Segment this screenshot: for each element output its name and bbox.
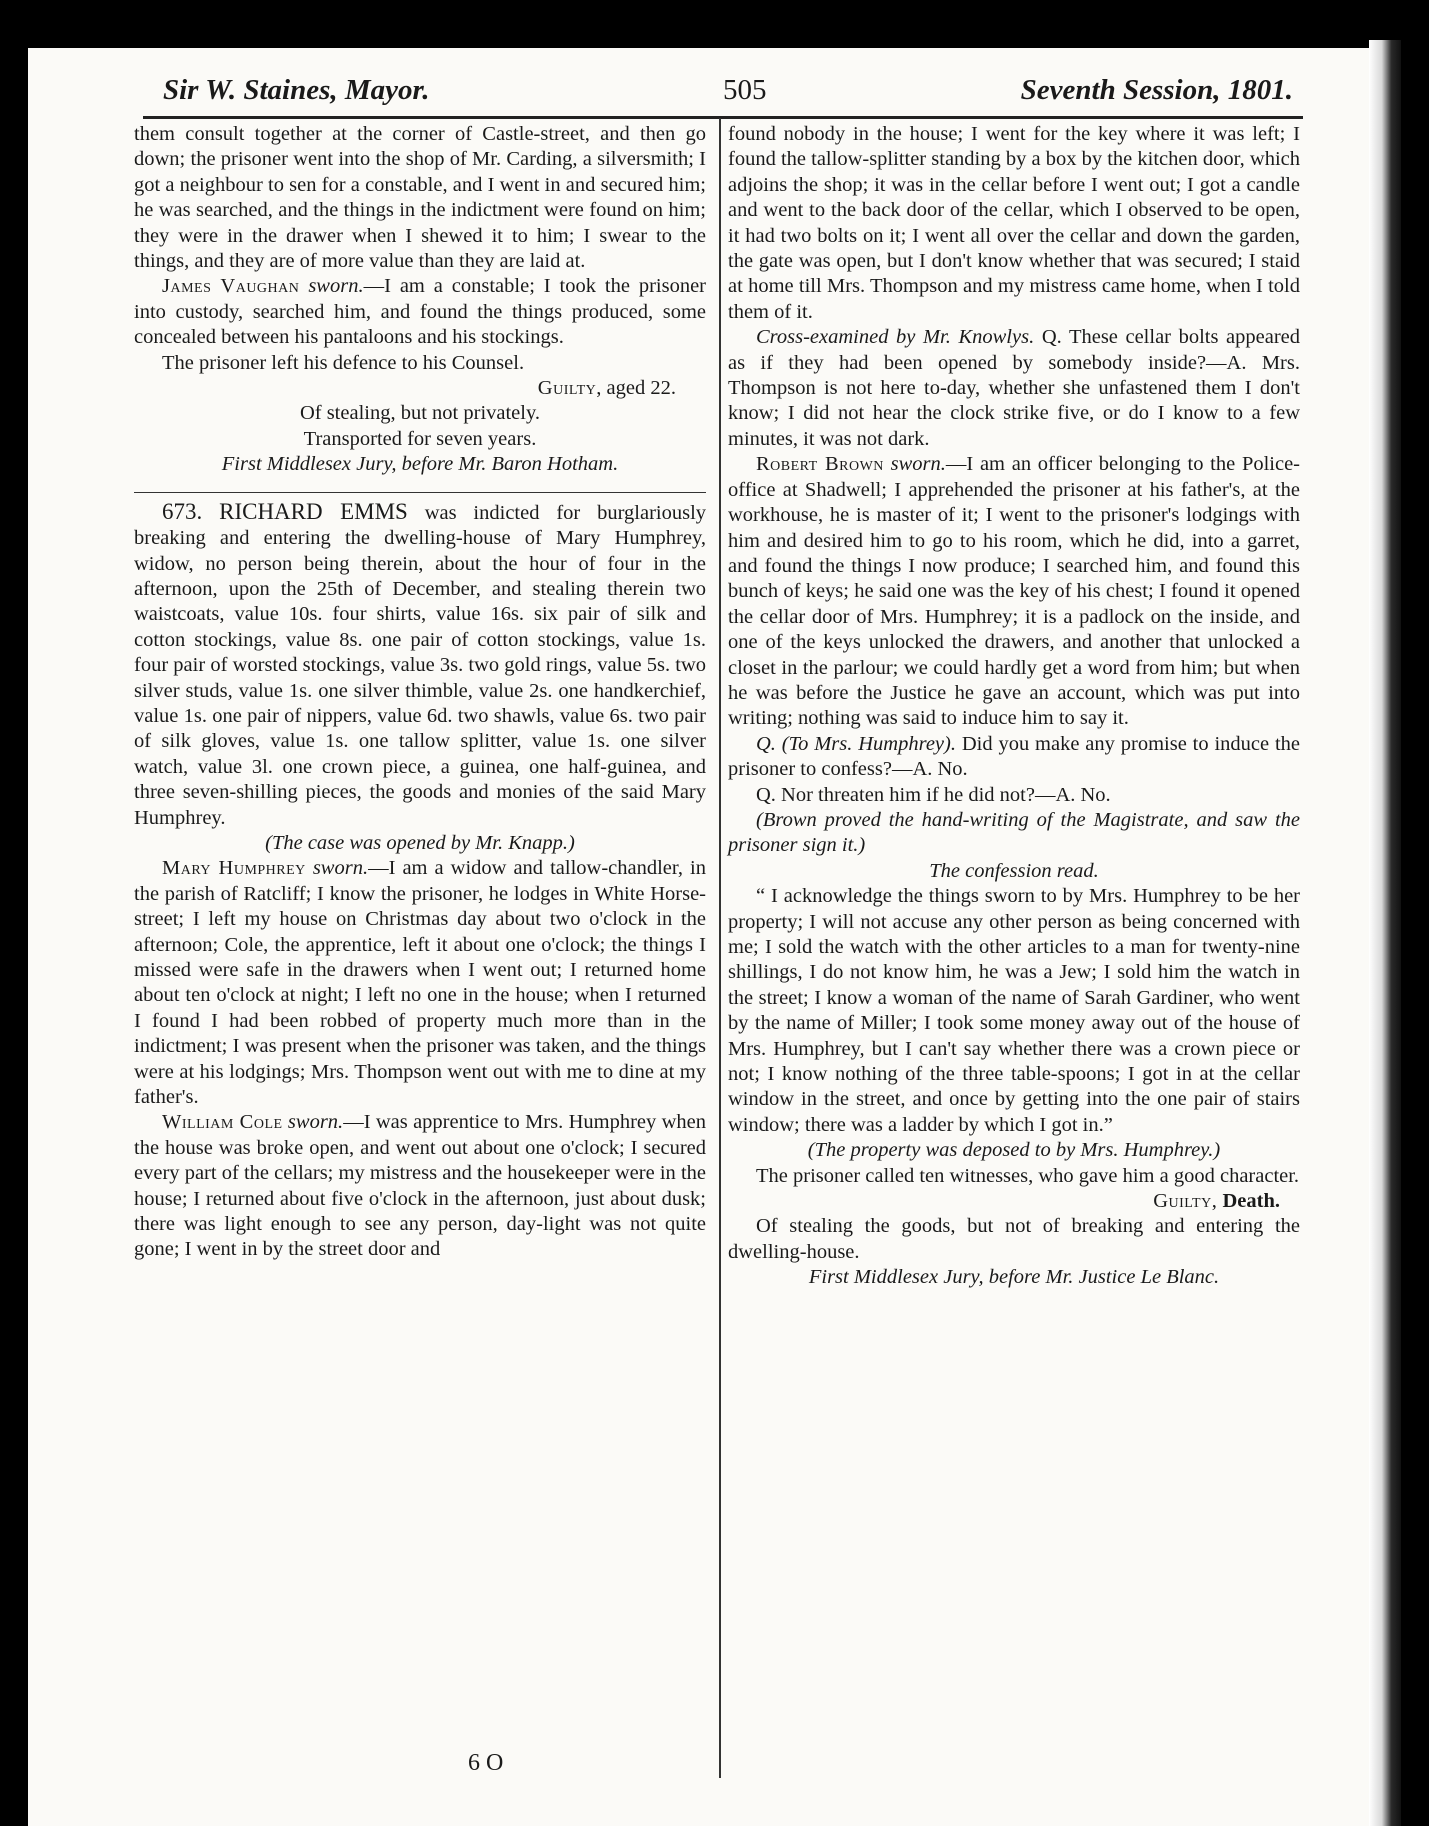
witnesses-note: The prisoner called ten witnesses, who gave him a good character. [756,1164,1300,1187]
defence-note: The prisoner left his defence to his Counsel. [162,351,525,374]
indictment-paragraph [134,499,706,831]
left-column [134,122,706,1263]
witness-name: William Cole [162,1111,283,1134]
verdict-age: , aged 22. [596,377,676,400]
case-number: 673. [162,498,203,524]
header-mayor: Sir W. Staines, Mayor. [163,74,430,106]
document-page [28,48,1372,1826]
verdict-death: Death. [1222,1190,1280,1213]
testimony-text: —I am an officer belonging to the Police-office at Shadwell; I apprehended the prisoner at his father's, at the workhouse, he is master of it; I went to the prisoner's lodgings with him and desired him to go to his room, which he did, into a garret, and found the things I now produce; I searched him, and found this bunch of keys; he said one was the key of his chest; I found it opened the cellar door of Mrs. Humphrey; it is a padlock on the inside, and one of the keys unlocked the drawers, and another that unlocked a closet in the parlour; we could hardly get a word from him; but when he was before the Justice he gave an account, which was put into writing; nothing was said to induce him to say it. [728,453,1301,730]
sworn-label: sworn. [312,857,369,880]
testimony-text: —I am a constable; I took the prisoner into custody, searched him, and found the things produced, some concealed between his pantaloons and his stockings. [134,275,707,349]
property-deposed-note: (The property was deposed to by Mrs. Humphrey.) [807,1139,1221,1162]
cross-label: Cross-examined by Mr. Knowlys. [756,326,1035,349]
witness-name: Robert Brown [756,453,884,476]
signature-mark: 6 O [468,1750,504,1776]
jury-line: First Middlesex Jury, before Mr. Justice Le Blanc. [808,1266,1220,1289]
running-header [143,70,1303,119]
verdict-line [728,1189,1300,1214]
testimony-humphrey [134,856,706,1110]
sentence: Transported for seven years. [303,427,537,450]
column-divider [719,118,721,1778]
sworn-label: sworn. [287,1111,344,1134]
header-session: Seventh Session, 1801. [1020,74,1293,106]
continuation-paragraph: them consult together at the corner of Castle-street, and then go down; the prisoner went into the shop of Mr. Carding, a silversmith; I got a neighbour to sen for a constable, and I went in and secured him; he was searched, and the things in the indictment were found on him; they were in the drawer when I shewed it to him; I swear to the things, and they are of more value than they are laid at. [134,123,706,273]
page-number: 505 [723,74,767,106]
question-text: Did you make any promise to induce the prisoner to confess?—A. No. [728,732,1300,781]
verdict-word: Guilty, [1153,1190,1218,1213]
testimony-text: —I am a widow and tallow-chandler, in the parish of Ratcliff; I know the prisoner, he lodges in White Horse-street; I left my house on Christmas day about two o'clock in the afternoon; Cole, the apprentice, left it about one o'clock; the things I missed were safe in the drawers when I went out; I returned home about ten o'clock at night; I left no one in the house; when I returned I found I had been robbed of property much more than in the indictment; I was present when the prisoner was taken, and the things were at his lodgings; Mrs. Thompson went out with me to dine at my father's. [134,857,706,1109]
testimony-brown [728,452,1300,731]
testimony-cole [134,1110,706,1262]
verdict-word: Guilty [537,377,597,400]
sworn-label: sworn. [890,453,946,476]
confession-text: “ I acknowledge the things sworn to by Mrs. Humphrey to be her property; I will not accuse any other person as being concerned with me; I sold the watch with the other articles to a man for twenty-nine shillings, I do not know him, he was a Jew; I sold him the watch in the street; I know a woman of the name of Sarah Gardiner, who went by the name of Miller; I took some money away out of the house of Mrs. Humphrey, but I can't say whether there was a crown piece or not; I know nothing of the three table-spoons; I got in at the cellar window in the street, and once by getting into the one pair of stairs window; there was a ladder by which I got in.” [728,885,1300,1136]
scan-shadow-left [0,0,28,1826]
sworn-label: sworn. [308,275,364,298]
indictment-text: was indicted for burglariously breaking and entering the dwelling-house of Mary Humphrey, widow, no person being therein, about the hour of four in the afternoon, upon the 25th of December, and stealing therein two waistcoats, value 10s. four shirts, value 16s. six pair of silk and cotton stockings, value 8s. one pair of cotton stockings, value 1s. four pair of worsted stockings, value 3s. two gold rings, value 5s. two silver studs, value 1s. one silver thimble, value 2s. one handkerchief, value 1s. one pair of nippers, value 6d. two shawls, value 6s. two pair of silk gloves, value 1s. one tallow splitter, value 1s. one silver watch, value 3l. one crown piece, a guinea, one half-guinea, and three seven-shilling pieces, the goods and monies of the said Mary Humphrey. [134,501,707,829]
cross-examination [728,325,1300,452]
verdict-line [134,376,706,401]
cross-text: Q. These cellar bolts appeared as if they had been opened by somebody inside?—A. Mrs. Thompson is not here to-day, whether she unfastened them I don't know; I did not hear the clock strike five, or do I know to a few minutes, it was not dark. [728,326,1300,450]
question-humphrey [728,732,1300,783]
confession-heading: The confession read. [929,859,1099,882]
brown-proved-note: (Brown proved the hand-writing of the Magistrate, and saw the prisoner sign it.) [728,808,1300,857]
page-edge-shading [1369,40,1401,1826]
defendant-name: RICHARD EMMS [219,498,408,524]
jury-line: First Middlesex Jury, before Mr. Baron Hotham. [221,453,619,476]
continuation-paragraph: found nobody in the house; I went for the key where it was left; I found the tallow-splitter standing by a box by the kitchen door, which adjoins the shop; it was in the cellar before I went out; I got a candle and went to the back door of the cellar, which I observed to be open, it had two bolts on it; I went all over the cellar and down the garden, the gate was open, but I don't know whether that was secured; I staid at home till Mrs. Thompson and my mistress came home, when I told them of it. [728,123,1300,323]
case-opened-note: (The case was opened by Mr. Knapp.) [265,831,575,854]
case-separator [134,492,706,493]
question-threaten: Q. Nor threaten him if he did not?—A. No. [756,783,1111,806]
scan-shadow-top [0,0,1429,50]
witness-name: Mary Humphrey [162,857,306,880]
scan-shadow-right [1401,0,1429,1826]
verdict-qualifier: Of stealing the goods, but not of breaking and entering the dwelling-house. [728,1215,1300,1263]
question-label: Q. (To Mrs. Humphrey). [756,732,956,755]
right-column [728,122,1300,1291]
testimony-vaughan [134,274,706,350]
testimony-text: —I was apprentice to Mrs. Humphrey when the house was broke open, and went out about one o'clock; I secured every part of the cellars; my mistress and the housekeeper were in the house; I returned about five o'clock in the afternoon, just about dusk; there was light enough to see any person, day-light was not quite gone; I went in by the street door and [134,1111,706,1261]
verdict-qualifier: Of stealing, but not privately. [299,402,541,425]
witness-name: James Vaughan [162,275,300,298]
